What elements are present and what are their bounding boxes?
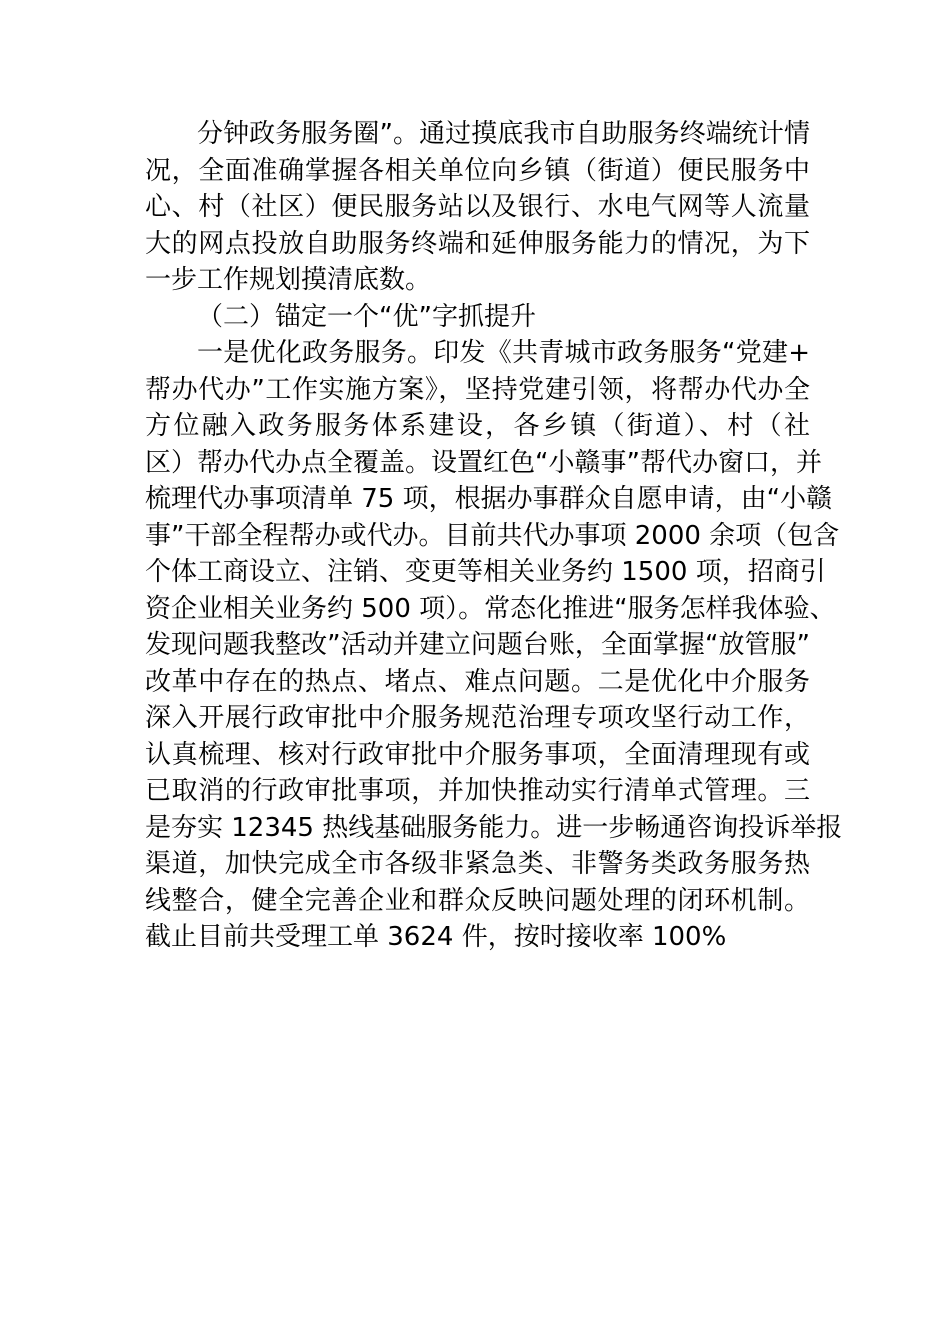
paragraph-line: 线整合，健全完善企业和群众反映问题处理的闭环机制。 (145, 885, 810, 916)
paragraph-line: 事”干部全程帮办或代办。目前共代办事项 2000 余项（包含 (145, 520, 840, 551)
paragraph-line: 深入开展行政审批中介服务规范治理专项攻坚行动工作， (145, 703, 810, 733)
paragraph-line: 是夯实 12345 热线基础服务能力。进一步畅通咨询投诉举报 (145, 812, 843, 843)
paragraph-line: 一步工作规划摸清底数。 (145, 265, 432, 295)
paragraph-line: 已取消的行政审批事项，并加快推动实行清单式管理。三 (145, 776, 810, 806)
paragraph-line: 截止目前共受理工单 3624 件，按时接收率 100% (145, 922, 727, 952)
section-heading: （二）锚定一个“优”字抓提升 (197, 301, 536, 332)
paragraph-line: 发现问题我整改”活动并建立问题台账，全面掌握“放管服” (145, 630, 810, 660)
paragraph-line: 大的网点投放自助服务终端和延伸服务能力的情况，为下 (145, 228, 810, 259)
paragraph-line: 帮办代办”工作实施方案》，坚持党建引领，将帮办代办全 (145, 374, 810, 405)
paragraph-line: 个体工商设立、注销、变更等相关业务约 1500 项，招商引 (145, 557, 826, 587)
paragraph-line: 分钟政务服务圈”。通过摸底我市自助服务终端统计情 (197, 119, 810, 149)
paragraph-line: 方位融入政务服务体系建设，各乡镇（街道）、村（社 (145, 411, 810, 441)
paragraph-line: 渠道，加快完成全市各级非紧急类、非警务类政务服务热 (145, 849, 810, 879)
paragraph-line: 况，全面准确掌握各相关单位向乡镇（街道）便民服务中 (145, 155, 810, 186)
paragraph-line: 认真梳理、核对行政审批中介服务事项，全面清理现有或 (145, 739, 810, 770)
paragraph-line: 区）帮办代办点全覆盖。设置红色“小赣事”帮代办窗口，并 (145, 447, 822, 478)
paragraph-line: 梳理代办事项清单 75 项，根据办事群众自愿申请，由“小赣 (145, 484, 833, 514)
paragraph-line: 改革中存在的热点、堵点、难点问题。二是优化中介服务 (145, 666, 810, 697)
paragraph-line: 资企业相关业务约 500 项）。常态化推进“服务怎样我体验、 (145, 593, 836, 624)
paragraph-line: 心、村（社区）便民服务站以及银行、水电气网等人流量 (145, 192, 810, 222)
document-body (145, 116, 843, 956)
paragraph-line: 一是优化政务服务。印发《共青城市政务服务“党建+ (197, 338, 810, 368)
